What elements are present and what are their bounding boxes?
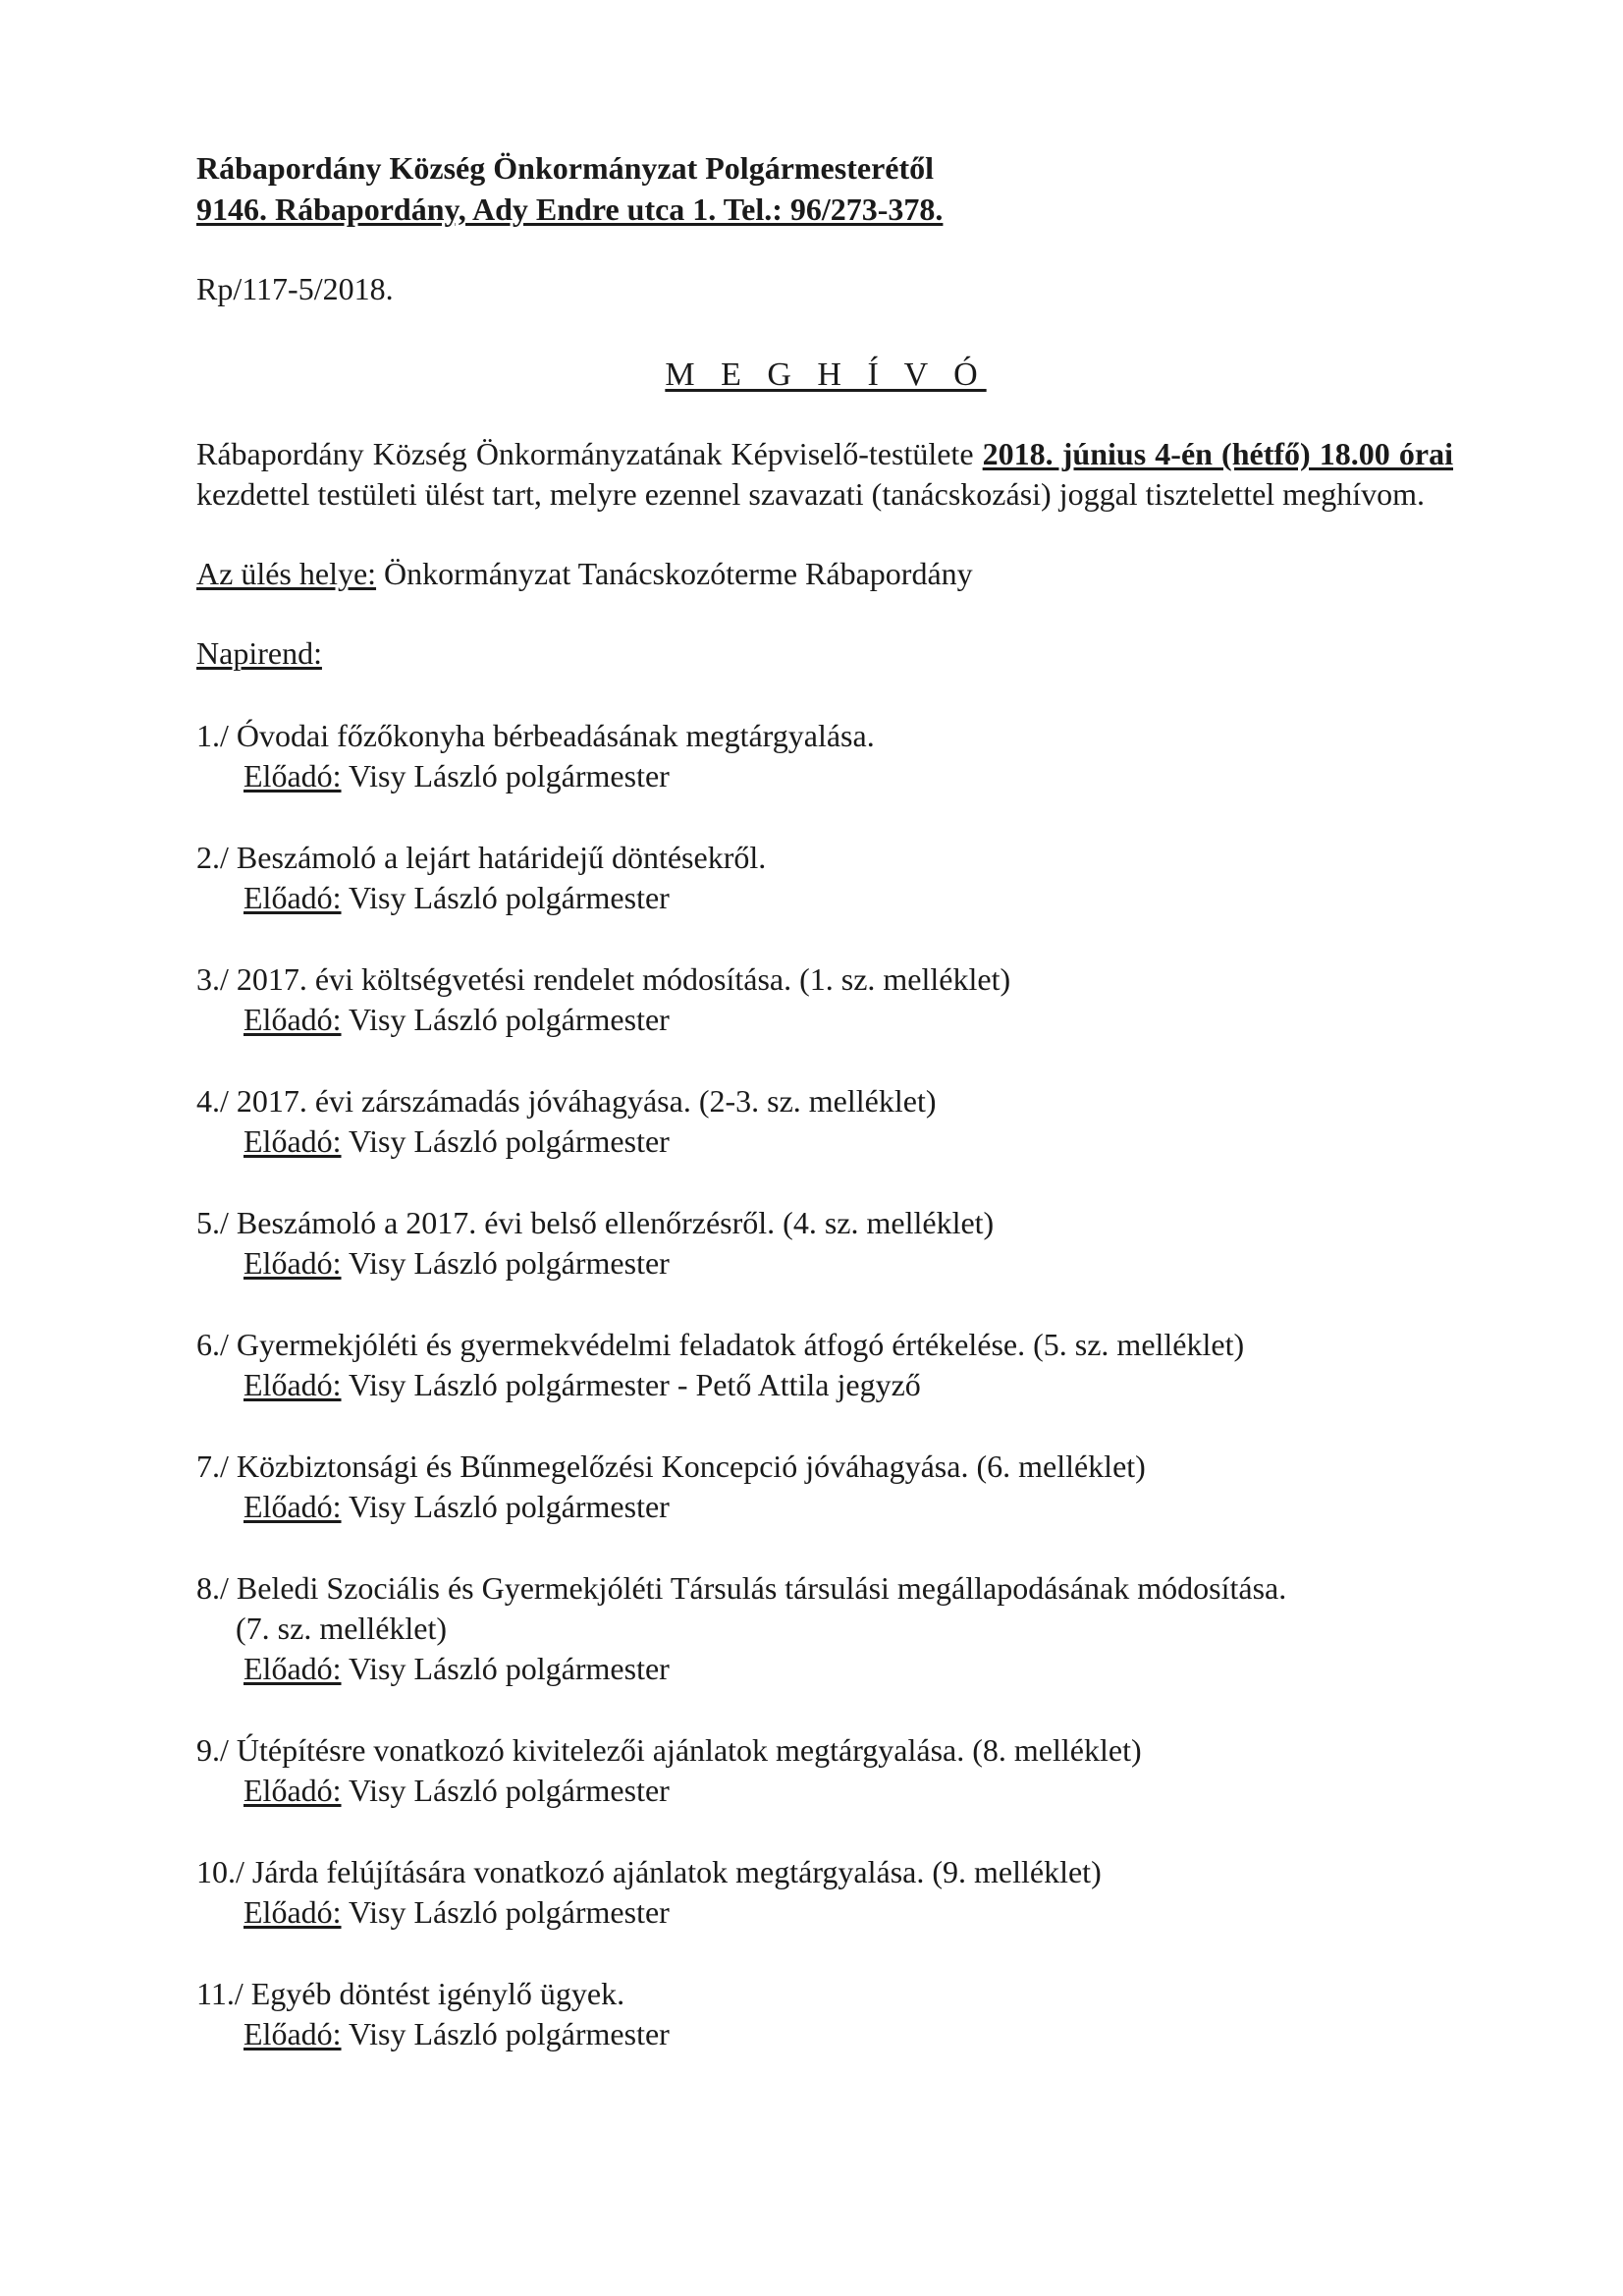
agenda-item-title-continued: (7. sz. melléklet) bbox=[236, 1611, 448, 1646]
agenda-item bbox=[196, 1203, 1453, 1284]
agenda-item-title: 6./ Gyermekjóléti és gyermekvédelmi feladatok átfogó értékelése. (5. sz. melléklet) bbox=[196, 1327, 1245, 1362]
presenter-name: Visy László polgármester - Pető Attila jegyző bbox=[341, 1367, 921, 1402]
agenda-item-presenter bbox=[196, 1365, 1453, 1405]
agenda-item-presenter bbox=[196, 878, 1453, 918]
presenter-label: Előadó: bbox=[243, 1123, 342, 1159]
agenda-list bbox=[196, 716, 1453, 2054]
presenter-name: Visy László polgármester bbox=[341, 758, 670, 793]
presenter-label: Előadó: bbox=[243, 1489, 342, 1524]
agenda-item-presenter bbox=[196, 2014, 1453, 2054]
presenter-label: Előadó: bbox=[243, 1894, 342, 1930]
agenda-item-presenter bbox=[196, 1121, 1453, 1162]
intro-paragraph bbox=[196, 434, 1453, 515]
meeting-place bbox=[196, 554, 1453, 594]
agenda-item bbox=[196, 1568, 1453, 1689]
presenter-name: Visy László polgármester bbox=[341, 1245, 670, 1281]
agenda-item-presenter bbox=[196, 1892, 1453, 1933]
presenter-label: Előadó: bbox=[243, 1773, 342, 1808]
agenda-item-presenter bbox=[196, 1771, 1453, 1811]
presenter-name: Visy László polgármester bbox=[341, 1894, 670, 1930]
presenter-name: Visy László polgármester bbox=[341, 1123, 670, 1159]
agenda-item-title: 8./ Beledi Szociális és Gyermekjóléti Társulás társulási megállapodásának módosítása. bbox=[196, 1570, 1287, 1606]
agenda-item-title: 10./ Járda felújítására vonatkozó ajánlatok megtárgyalása. (9. melléklet) bbox=[196, 1854, 1102, 1889]
agenda-item-title: 4./ 2017. évi zárszámadás jóváhagyása. (2-3. sz. melléklet) bbox=[196, 1083, 937, 1119]
presenter-name: Visy László polgármester bbox=[341, 880, 670, 915]
agenda-item bbox=[196, 1081, 1453, 1162]
presenter-name: Visy László polgármester bbox=[341, 1773, 670, 1808]
agenda-item bbox=[196, 1974, 1453, 2054]
agenda-item bbox=[196, 1852, 1453, 1933]
meeting-date: 2018. június 4-én (hétfő) 18.00 órai bbox=[982, 436, 1454, 471]
agenda-item-presenter bbox=[196, 1243, 1453, 1284]
agenda-item-title: 7./ Közbiztonsági és Bűnmegelőzési Koncepció jóváhagyása. (6. melléklet) bbox=[196, 1449, 1146, 1484]
document-title: M E G H Í V Ó bbox=[665, 356, 987, 393]
agenda-item-presenter bbox=[196, 756, 1453, 796]
agenda-item bbox=[196, 959, 1453, 1040]
presenter-label: Előadó: bbox=[243, 2016, 342, 2051]
intro-rest: kezdettel testületi ülést tart, melyre ezennel szavazati (tanácskozási) joggal tisztelettel meghívom. bbox=[196, 476, 1426, 512]
agenda-item bbox=[196, 1325, 1453, 1405]
presenter-name: Visy László polgármester bbox=[341, 1002, 670, 1037]
presenter-label: Előadó: bbox=[243, 1245, 342, 1281]
address-line: 9146. Rábapordány, Ady Endre utca 1. Tel.: 96/273-378. bbox=[196, 191, 944, 227]
presenter-label: Előadó: bbox=[243, 1367, 342, 1402]
agenda-item-presenter bbox=[196, 1487, 1453, 1527]
presenter-label: Előadó: bbox=[243, 1002, 342, 1037]
place-value: Önkormányzat Tanácskozóterme Rábapordány bbox=[376, 556, 973, 591]
agenda-item-title: 9./ Útépítésre vonatkozó kivitelezői ajánlatok megtárgyalása. (8. melléklet) bbox=[196, 1732, 1142, 1768]
place-label: Az ülés helye: bbox=[196, 556, 377, 591]
agenda-item bbox=[196, 716, 1453, 796]
reference-number: Rp/117-5/2018. bbox=[196, 271, 394, 306]
agenda-item-title: 2./ Beszámoló a lejárt határidejű döntésekről. bbox=[196, 840, 767, 875]
agenda-item bbox=[196, 1730, 1453, 1811]
presenter-label: Előadó: bbox=[243, 880, 342, 915]
agenda-item-title: 5./ Beszámoló a 2017. évi belső ellenőrzésről. (4. sz. melléklet) bbox=[196, 1205, 995, 1240]
agenda-item-presenter bbox=[196, 1000, 1453, 1040]
agenda-label: Napirend: bbox=[196, 635, 322, 671]
presenter-label: Előadó: bbox=[243, 758, 342, 793]
agenda-item bbox=[196, 1447, 1453, 1527]
presenter-label: Előadó: bbox=[243, 1651, 342, 1686]
intro-lead: Rábapordány Község Önkormányzatának Képviselő-testülete bbox=[196, 436, 983, 471]
agenda-item-title: 11./ Egyéb döntést igénylő ügyek. bbox=[196, 1976, 625, 2011]
presenter-name: Visy László polgármester bbox=[341, 2016, 670, 2051]
agenda-item-title: 1./ Óvodai főzőkonyha bérbeadásának megtárgyalása. bbox=[196, 718, 875, 753]
presenter-name: Visy László polgármester bbox=[341, 1651, 670, 1686]
sender-line: Rábapordány Község Önkormányzat Polgármesterétől bbox=[196, 150, 935, 186]
agenda-item-title: 3./ 2017. évi költségvetési rendelet módosítása. (1. sz. melléklet) bbox=[196, 961, 1011, 997]
agenda-item-presenter bbox=[196, 1649, 1453, 1689]
presenter-name: Visy László polgármester bbox=[341, 1489, 670, 1524]
invitation-document bbox=[196, 147, 1453, 2096]
agenda-item bbox=[196, 838, 1453, 918]
